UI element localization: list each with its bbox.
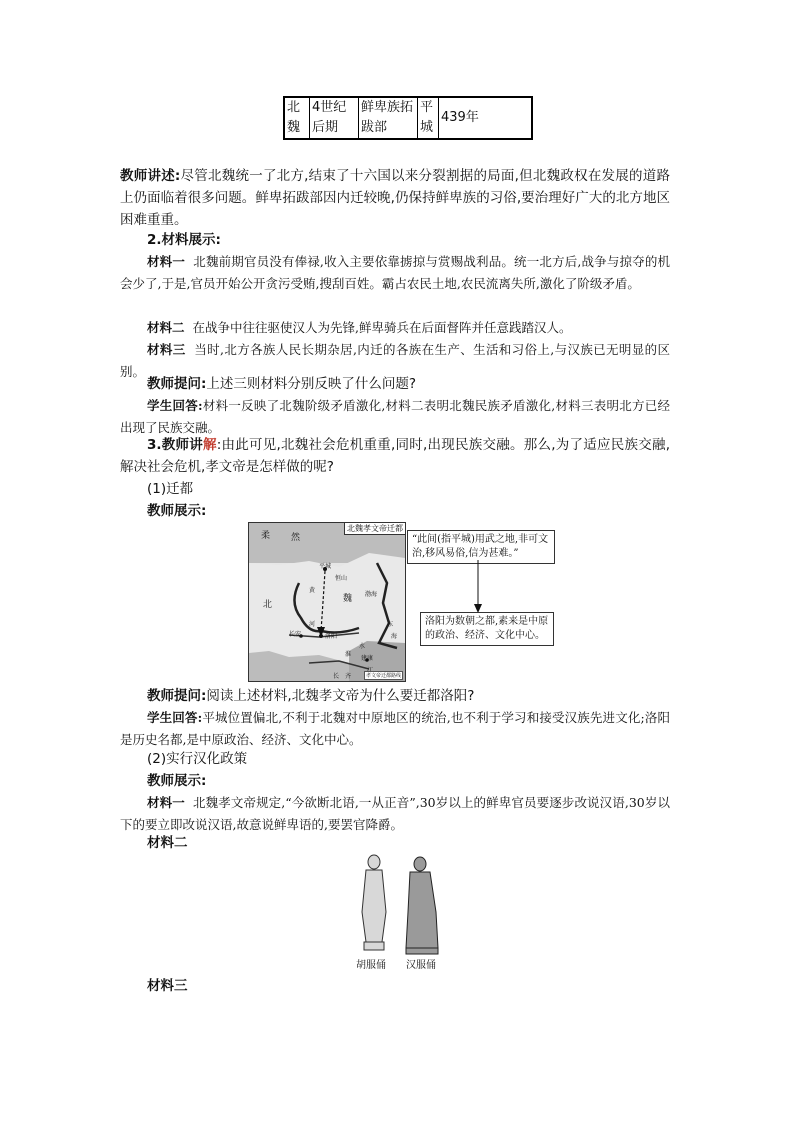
text: 尽管北魏统一了北方,结束了十六国以来分裂割据的局面,但北魏政权在发展的道路上仍面临着很多问题。鲜卑拓跋部因内迁较晚,仍保持鲜卑族的习俗,要治理好广大的北方地区困难重重。 xyxy=(120,168,670,228)
student-answer-2 xyxy=(120,707,670,751)
label: 学生回答: xyxy=(147,398,203,413)
map-label: 魏 xyxy=(343,594,353,604)
map-graphic xyxy=(249,523,405,681)
map-label: 北 xyxy=(263,600,273,610)
table-cell: 北魏 xyxy=(284,97,310,139)
map-label: 河 xyxy=(309,621,316,628)
map-label: 淮 xyxy=(345,651,352,658)
teacher-question-2 xyxy=(120,685,670,707)
text: 北魏前期官员没有俸禄,收入主要依靠掳掠与赏赐战利品。统一北方后,战争与掠夺的机会少了,于是,官员开始公开贪污受贿,搜刮百姓。霸占农民土地,农民流离失所,激化了阶级矛盾。 xyxy=(120,254,670,291)
teacher-explain xyxy=(120,434,670,478)
text: :由此可见,北魏社会危机重重,同时,出现民族交融。那么,为了适应民族交融,解决社会危机,孝文帝是怎样做的呢? xyxy=(120,437,670,475)
quote-box-luoyang: 洛阳为数朝之都,素来是中原的政治、经济、文化中心。 xyxy=(420,612,554,646)
relocation-map xyxy=(248,522,406,682)
figurines-image xyxy=(352,852,452,972)
teacher-question-1 xyxy=(120,373,670,395)
map-label: 水 xyxy=(359,643,366,650)
teacher-show-1: 教师展示: xyxy=(147,503,207,519)
table-cell: 439年 xyxy=(439,97,533,139)
text: 阅读上述材料,北魏孝文帝为什么要迁都洛阳? xyxy=(206,688,475,704)
label: 学生回答: xyxy=(147,710,203,725)
text: 当时,北方各族人民长期杂居,内迁的各族在生产、生活和习俗上,与汉族已无明显的区别。 xyxy=(120,342,670,379)
text: 平城位置偏北,不利于北魏对中原地区的统治,也不利于学习和接受汉族先进文化;洛阳是历史名都,是中原政治、经济、文化中心。 xyxy=(120,710,670,747)
label: 材料一 xyxy=(147,795,185,810)
map-label: 齐 xyxy=(345,673,352,680)
material-language xyxy=(120,792,670,836)
arrow-down-icon xyxy=(472,560,484,614)
dynasty-table xyxy=(283,96,533,140)
heading-materials: 2.材料展示: xyxy=(147,232,221,248)
map-label: 东 xyxy=(387,621,394,628)
label: 教师讲述: xyxy=(120,168,181,184)
map-label: 建康 xyxy=(361,655,374,662)
material-two xyxy=(120,317,670,339)
paragraph-teacher-narration xyxy=(120,165,670,231)
material-three-label: 材料三 xyxy=(147,978,188,994)
map-label: 黄 xyxy=(309,587,316,594)
map-label: 平城 xyxy=(319,563,332,570)
map-label: 洛阳 xyxy=(325,633,338,640)
figurines-drawing xyxy=(352,852,452,956)
map-label: 柔 xyxy=(261,531,271,541)
map-legend: 孝文帝迁都路线 xyxy=(365,673,401,679)
student-answer-1 xyxy=(120,395,670,439)
teacher-show-2: 教师展示: xyxy=(147,773,207,789)
map-label: 恒山 xyxy=(335,575,348,582)
table-row xyxy=(284,97,532,139)
section-sinicization: (2)实行汉化政策 xyxy=(147,751,248,767)
table-cell: 平城 xyxy=(418,97,439,139)
caption-han-clothing: 汉服俑 xyxy=(406,960,436,971)
text: 北魏孝文帝规定,“今欲断北语,一从正音”,30岁以上的鲜卑官员要逐步改说汉语,30岁以下的要立即改说汉语,故意说鲜卑语的,要罢官降爵。 xyxy=(120,795,670,832)
label: 3.教师讲 xyxy=(147,437,203,453)
material-one xyxy=(120,251,670,295)
map-title: 北魏孝文帝迁都 xyxy=(344,523,405,535)
map-label: 然 xyxy=(291,533,301,543)
quote-box-pingcheng: “此间(指平城)用武之地,非可文治,移风易俗,信为甚难。” xyxy=(407,530,555,564)
map-label: 长 xyxy=(333,673,340,680)
caption-hu-clothing: 胡服俑 xyxy=(356,960,386,971)
table-cell: 鲜卑族拓跋部 xyxy=(359,97,418,139)
section-relocation: (1)迁都 xyxy=(147,481,194,497)
label: 教师提问: xyxy=(147,688,207,704)
label-highlight: 解 xyxy=(203,437,217,453)
map-label: 长安 xyxy=(289,631,302,638)
text: 材料一反映了北魏阶级矛盾激化,材料二表明北魏民族矛盾激化,材料三表明北方已经出现了民族交融。 xyxy=(120,398,670,435)
text: 上述三则材料分别反映了什么问题? xyxy=(206,376,417,392)
table-cell: 4世纪后期 xyxy=(310,97,359,139)
label: 材料三 xyxy=(147,342,186,357)
material-two-label: 材料二 xyxy=(147,835,188,851)
label: 材料一 xyxy=(147,254,185,269)
label: 材料二 xyxy=(147,320,185,335)
map-label: 渤海 xyxy=(365,591,378,598)
map-label: 海 xyxy=(391,633,398,640)
label: 教师提问: xyxy=(147,376,207,392)
text: 在战争中往往驱使汉人为先锋,鲜卑骑兵在后面督阵并任意践踏汉人。 xyxy=(192,320,572,335)
